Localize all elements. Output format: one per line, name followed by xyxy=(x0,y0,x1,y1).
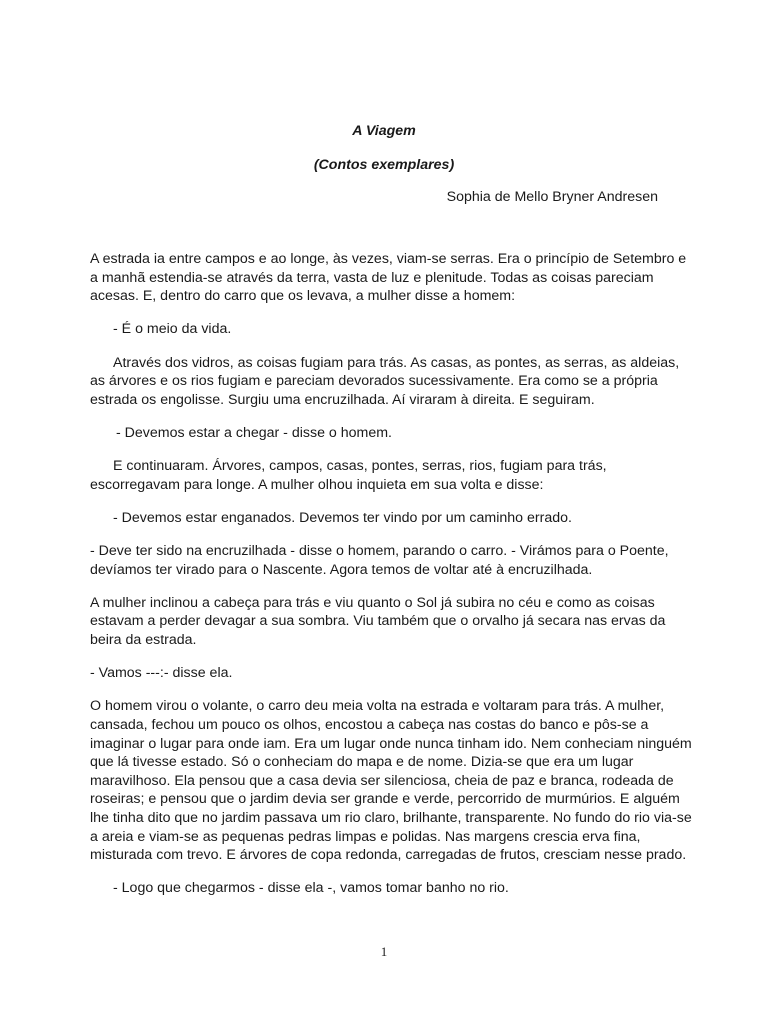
text-line: - Logo que chegarmos - disse ela -, vamos tomar banho no rio. xyxy=(113,880,509,897)
text-line: escorregavam para longe. A mulher olhou inquieta em sua volta e disse: xyxy=(90,476,544,493)
text-line: devíamos ter virado para o Nascente. Agora temos de voltar até à encruzilhada. xyxy=(90,561,593,578)
story-body xyxy=(90,250,690,913)
text-line: as árvores e os rios fugiam e pareciam devorados sucessivamente. Era como se a própria xyxy=(90,373,658,390)
text-line: lhe tinha dito que no jardim passava um rio claro, brilhante, transparente. No fundo do rio via-se xyxy=(90,810,692,826)
text-line: - Deve ter sido na encruzilhada - disse o homem, parando o carro. - Virámos para o Poente, xyxy=(90,543,669,560)
paragraph xyxy=(90,542,690,579)
text-line: cansada, fechou um pouco os olhos, encostou a cabeça nas costas do banco e pôs-se a xyxy=(90,717,649,734)
text-line: imaginar o lugar para onde iam. Era um lugar onde nunca tinham ido. Nem conheciam ninguém xyxy=(90,735,692,752)
page-number: 1 xyxy=(380,944,388,959)
text-line: E continuaram. Árvores, campos, casas, pontes, serras, rios, fugiam para trás, xyxy=(113,458,607,475)
text-line: roseiras; e pensou que o jardim devia ser grande e verde, percorrido de murmúrios. E alguém xyxy=(90,791,680,808)
paragraph xyxy=(90,354,690,410)
paragraph xyxy=(90,457,690,494)
document-author: Sophia de Mello Bryner Andresen xyxy=(446,189,658,205)
paragraph xyxy=(90,250,690,306)
paragraph xyxy=(90,697,690,864)
document-subtitle: (Contos exemplares) xyxy=(313,157,455,173)
text-line: - Devemos estar enganados. Devemos ter vindo por um caminho errado. xyxy=(113,509,572,526)
text-line: misturada com trevo. E árvores de copa redonda, carregadas de frutos, cresciam nesse prado. xyxy=(90,847,687,864)
text-line: O homem virou o volante, o carro deu meia volta na estrada e voltaram para trás. A mulher, xyxy=(90,698,665,715)
text-line: a areia e viam-se as pequenas pedras limpas e polidas. Nas margens crescia erva fina, xyxy=(90,828,641,845)
paragraph xyxy=(90,879,690,898)
text-line: beira da estrada. xyxy=(90,632,197,649)
paragraph xyxy=(90,509,690,528)
text-line: A mulher inclinou a cabeça para trás e viu quanto o Sol já subira no céu e como as coisas xyxy=(90,594,655,611)
paragraph xyxy=(90,664,690,683)
text-line: maravilhoso. Ela pensou que a casa devia ser silenciosa, cheia de paz e branca, rodeada de xyxy=(90,772,674,789)
text-line: estavam a perder devagar a sua sombra. Viu também que o orvalho já secara nas ervas da xyxy=(90,613,666,630)
text-line: estrada os engolisse. Surgiu uma encruzilhada. Aí viraram à direita. E seguiram. xyxy=(90,391,595,408)
text-line: que lá tivesse estado. Só o conheciam do mapa e de nome. Dizia-se que era um lugar xyxy=(90,754,634,771)
paragraph xyxy=(90,594,690,650)
text-line: acesas. E, dentro do carro que os levava, a mulher disse a homem: xyxy=(90,288,516,305)
paragraph xyxy=(90,424,690,443)
text-line: A estrada ia entre campos e ao longe, às vezes, viam-se serras. Era o princípio de Setembro e xyxy=(90,251,687,267)
paragraph xyxy=(90,320,690,339)
document-title: A Viagem xyxy=(352,123,416,139)
text-line: Através dos vidros, as coisas fugiam para trás. As casas, as pontes, as serras, as aldeias, xyxy=(113,354,680,371)
text-line: a manhã estendia-se através da terra, vasta de luz e plenitude. Todas as coisas pareciam xyxy=(90,269,654,286)
text-line: - É o meio da vida. xyxy=(113,321,232,338)
text-line: - Vamos ---:- disse ela. xyxy=(90,665,233,682)
text-line: - Devemos estar a chegar - disse o homem. xyxy=(116,424,392,441)
